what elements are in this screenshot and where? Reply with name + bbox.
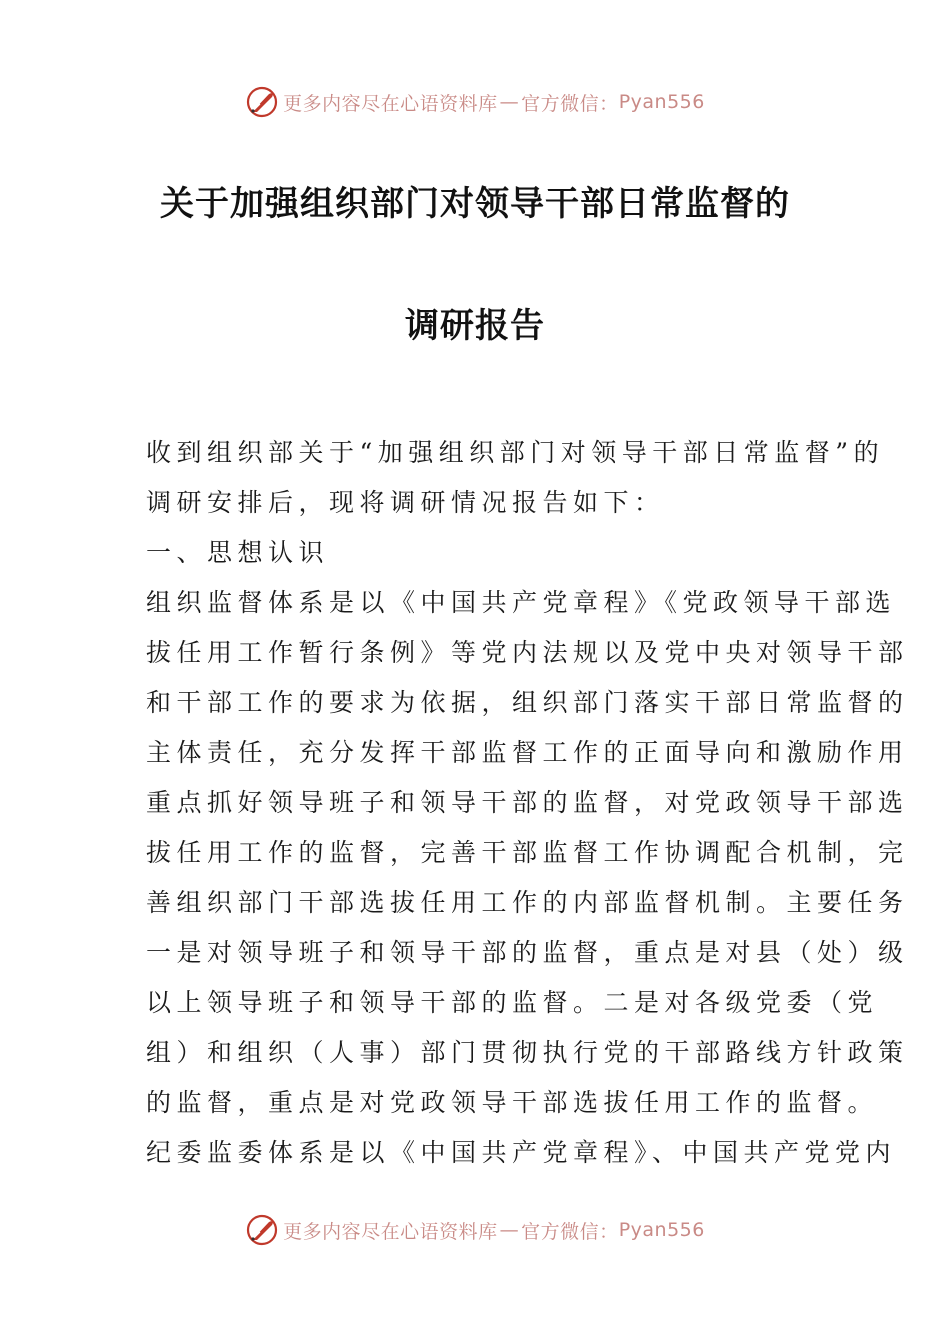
document-body xyxy=(146,428,909,1178)
body-line: 组织监督体系是以《中国共产党章程》《党政领导干部选 xyxy=(146,588,897,617)
watermark-label: 官方微信： xyxy=(521,92,619,115)
body-line: 重点抓好领导班子和领导干部的监督，对党政领导干部选 xyxy=(146,788,909,817)
watermark-text: 更多内容尽在心语资料库 xyxy=(283,92,498,115)
body-line: 拔任用工作的监督，完善干部监督工作协调配合机制，完 xyxy=(146,838,909,867)
body-line: 一是对领导班子和领导干部的监督，重点是对县（处）级 xyxy=(146,938,909,967)
quill-logo-icon xyxy=(245,85,279,119)
section-heading: 一、思想认识 xyxy=(146,538,330,567)
watermark-separator: — xyxy=(499,1219,520,1241)
document-title-line-2: 调研报告 xyxy=(405,306,545,346)
body-line: 拔任用工作暂行条例》等党内法规以及党中央对领导干部 xyxy=(146,638,909,667)
body-line: 纪委监委体系是以《中国共产党章程》、中国共产党党内 xyxy=(146,1138,897,1167)
body-line: 主体责任，充分发挥干部监督工作的正面导向和激励作用 xyxy=(146,738,909,767)
header-watermark xyxy=(0,82,950,122)
body-line: 收到组织部关于“加强组织部门对领导干部日常监督”的 xyxy=(146,438,885,467)
footer-watermark xyxy=(0,1210,950,1250)
quill-logo-icon xyxy=(245,1213,279,1247)
body-line: 调研安排后，现将调研情况报告如下： xyxy=(146,488,665,517)
watermark-id: Pyan556 xyxy=(618,91,705,113)
watermark-text: 更多内容尽在心语资料库 xyxy=(283,1220,498,1243)
body-line: 和干部工作的要求为依据，组织部门落实干部日常监督的 xyxy=(146,688,909,717)
watermark-id: Pyan556 xyxy=(618,1219,705,1241)
watermark-separator: — xyxy=(499,91,520,113)
body-line: 善组织部门干部选拔任用工作的内部监督机制。主要任务 xyxy=(146,888,909,917)
body-line: 以上领导班子和领导干部的监督。二是对各级党委（党 xyxy=(146,988,879,1017)
watermark-label: 官方微信： xyxy=(521,1220,619,1243)
document-title-line-1: 关于加强组织部门对领导干部日常监督的 xyxy=(160,184,790,224)
body-line: 的监督，重点是对党政领导干部选拔任用工作的监督。 xyxy=(146,1088,879,1117)
body-line: 组）和组织（人事）部门贯彻执行党的干部路线方针政策 xyxy=(146,1038,909,1067)
